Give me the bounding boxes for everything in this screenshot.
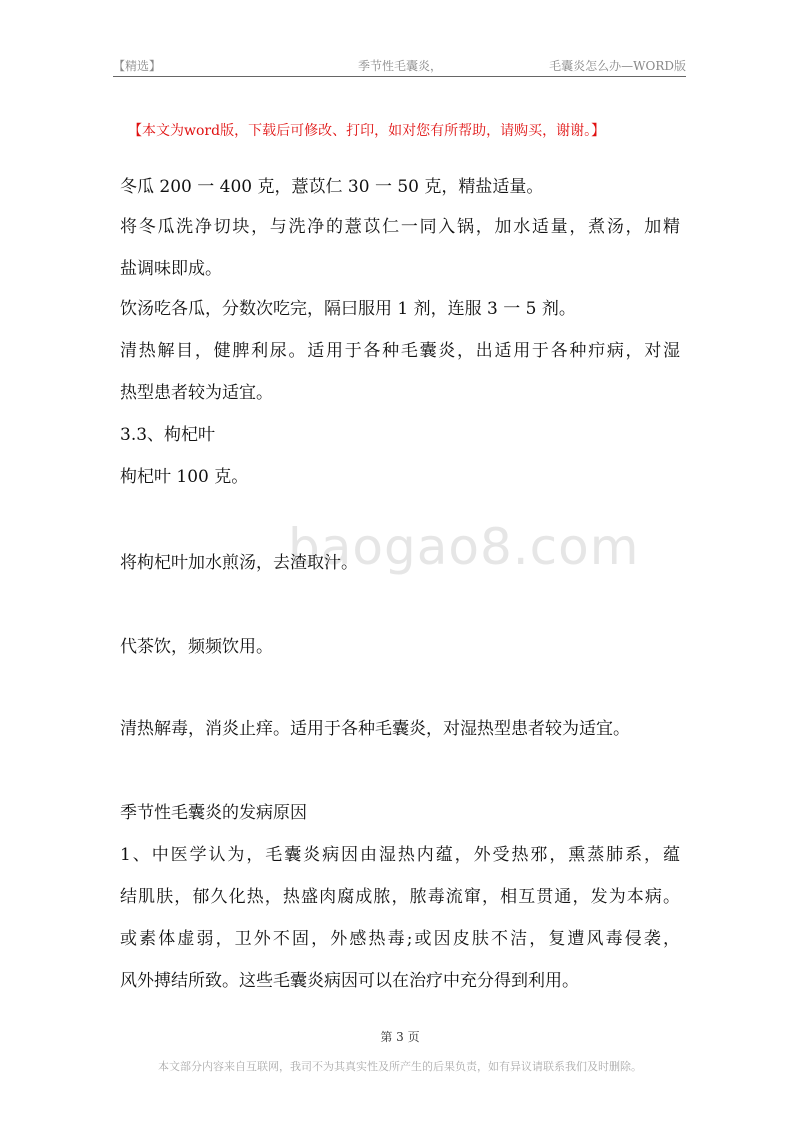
header-divider [113, 76, 686, 77]
paragraph-line: 枸杞叶 100 克。 [120, 467, 249, 487]
red-notice: 【本文为word版，下载后可修改、打印，如对您有所帮助，请购买，谢谢。】 [128, 123, 606, 139]
header-center-text: 季节性毛囊炎， [358, 59, 443, 73]
header-right-text: 毛囊炎怎么办—WORD版 [549, 59, 686, 73]
paragraph-line: 清热解毒，消炎止痒。适用于各种毛囊炎，对湿热型患者较为适宜。 [120, 719, 630, 739]
paragraph-line: 盐调味即成。 [120, 259, 222, 279]
paragraph-line: 或素体虚弱，卫外不固，外感热毒;或因皮肤不洁，复遭风毒侵袭， [120, 929, 680, 949]
section-heading: 3.3、枸杞叶 [120, 425, 216, 445]
watermark: baogao8.com [288, 518, 640, 576]
paragraph-line: 饮汤吃各瓜，分数次吃完，隔曰服用 1 剂，连服 3 一 5 剂。 [120, 299, 576, 319]
paragraph-line: 代茶饮，频频饮用。 [120, 637, 273, 657]
paragraph-line: 将枸杞叶加水煎汤，去渣取汁。 [120, 553, 358, 573]
paragraph-line: 1、中医学认为，毛囊炎病因由湿热内蕴，外受热邪，熏蒸肺系，蕴 [120, 845, 680, 865]
paragraph-line: 结肌肤，郁久化热，热盛肉腐成脓，脓毒流窜，相互贯通，发为本病。 [120, 887, 680, 907]
paragraph-line: 清热解目，健脾利尿。适用于各种毛囊炎，出适用于各种疖病，对湿 [120, 341, 680, 361]
header-left-text: 【精选】 [113, 59, 162, 73]
page-number: 第 3 页 [380, 1030, 420, 1044]
footer-disclaimer: 本文部分内容来自互联网，我司不为其真实性及所产生的后果负责，如有异议请联系我们及时删除。 [158, 1060, 642, 1073]
paragraph-line: 冬瓜 200 一 400 克，薏苡仁 30 一 50 克，精盐适量。 [120, 177, 544, 197]
page-header [113, 57, 686, 77]
section-heading: 季节性毛囊炎的发病原因 [120, 803, 307, 823]
paragraph-line: 风外搏结所致。这些毛囊炎病因可以在治疗中充分得到利用。 [120, 971, 579, 991]
paragraph-line: 热型患者较为适宜。 [120, 383, 273, 403]
paragraph-line: 将冬瓜洗净切块，与洗净的薏苡仁一同入锅，加水适量，煮汤，加精 [120, 217, 680, 237]
